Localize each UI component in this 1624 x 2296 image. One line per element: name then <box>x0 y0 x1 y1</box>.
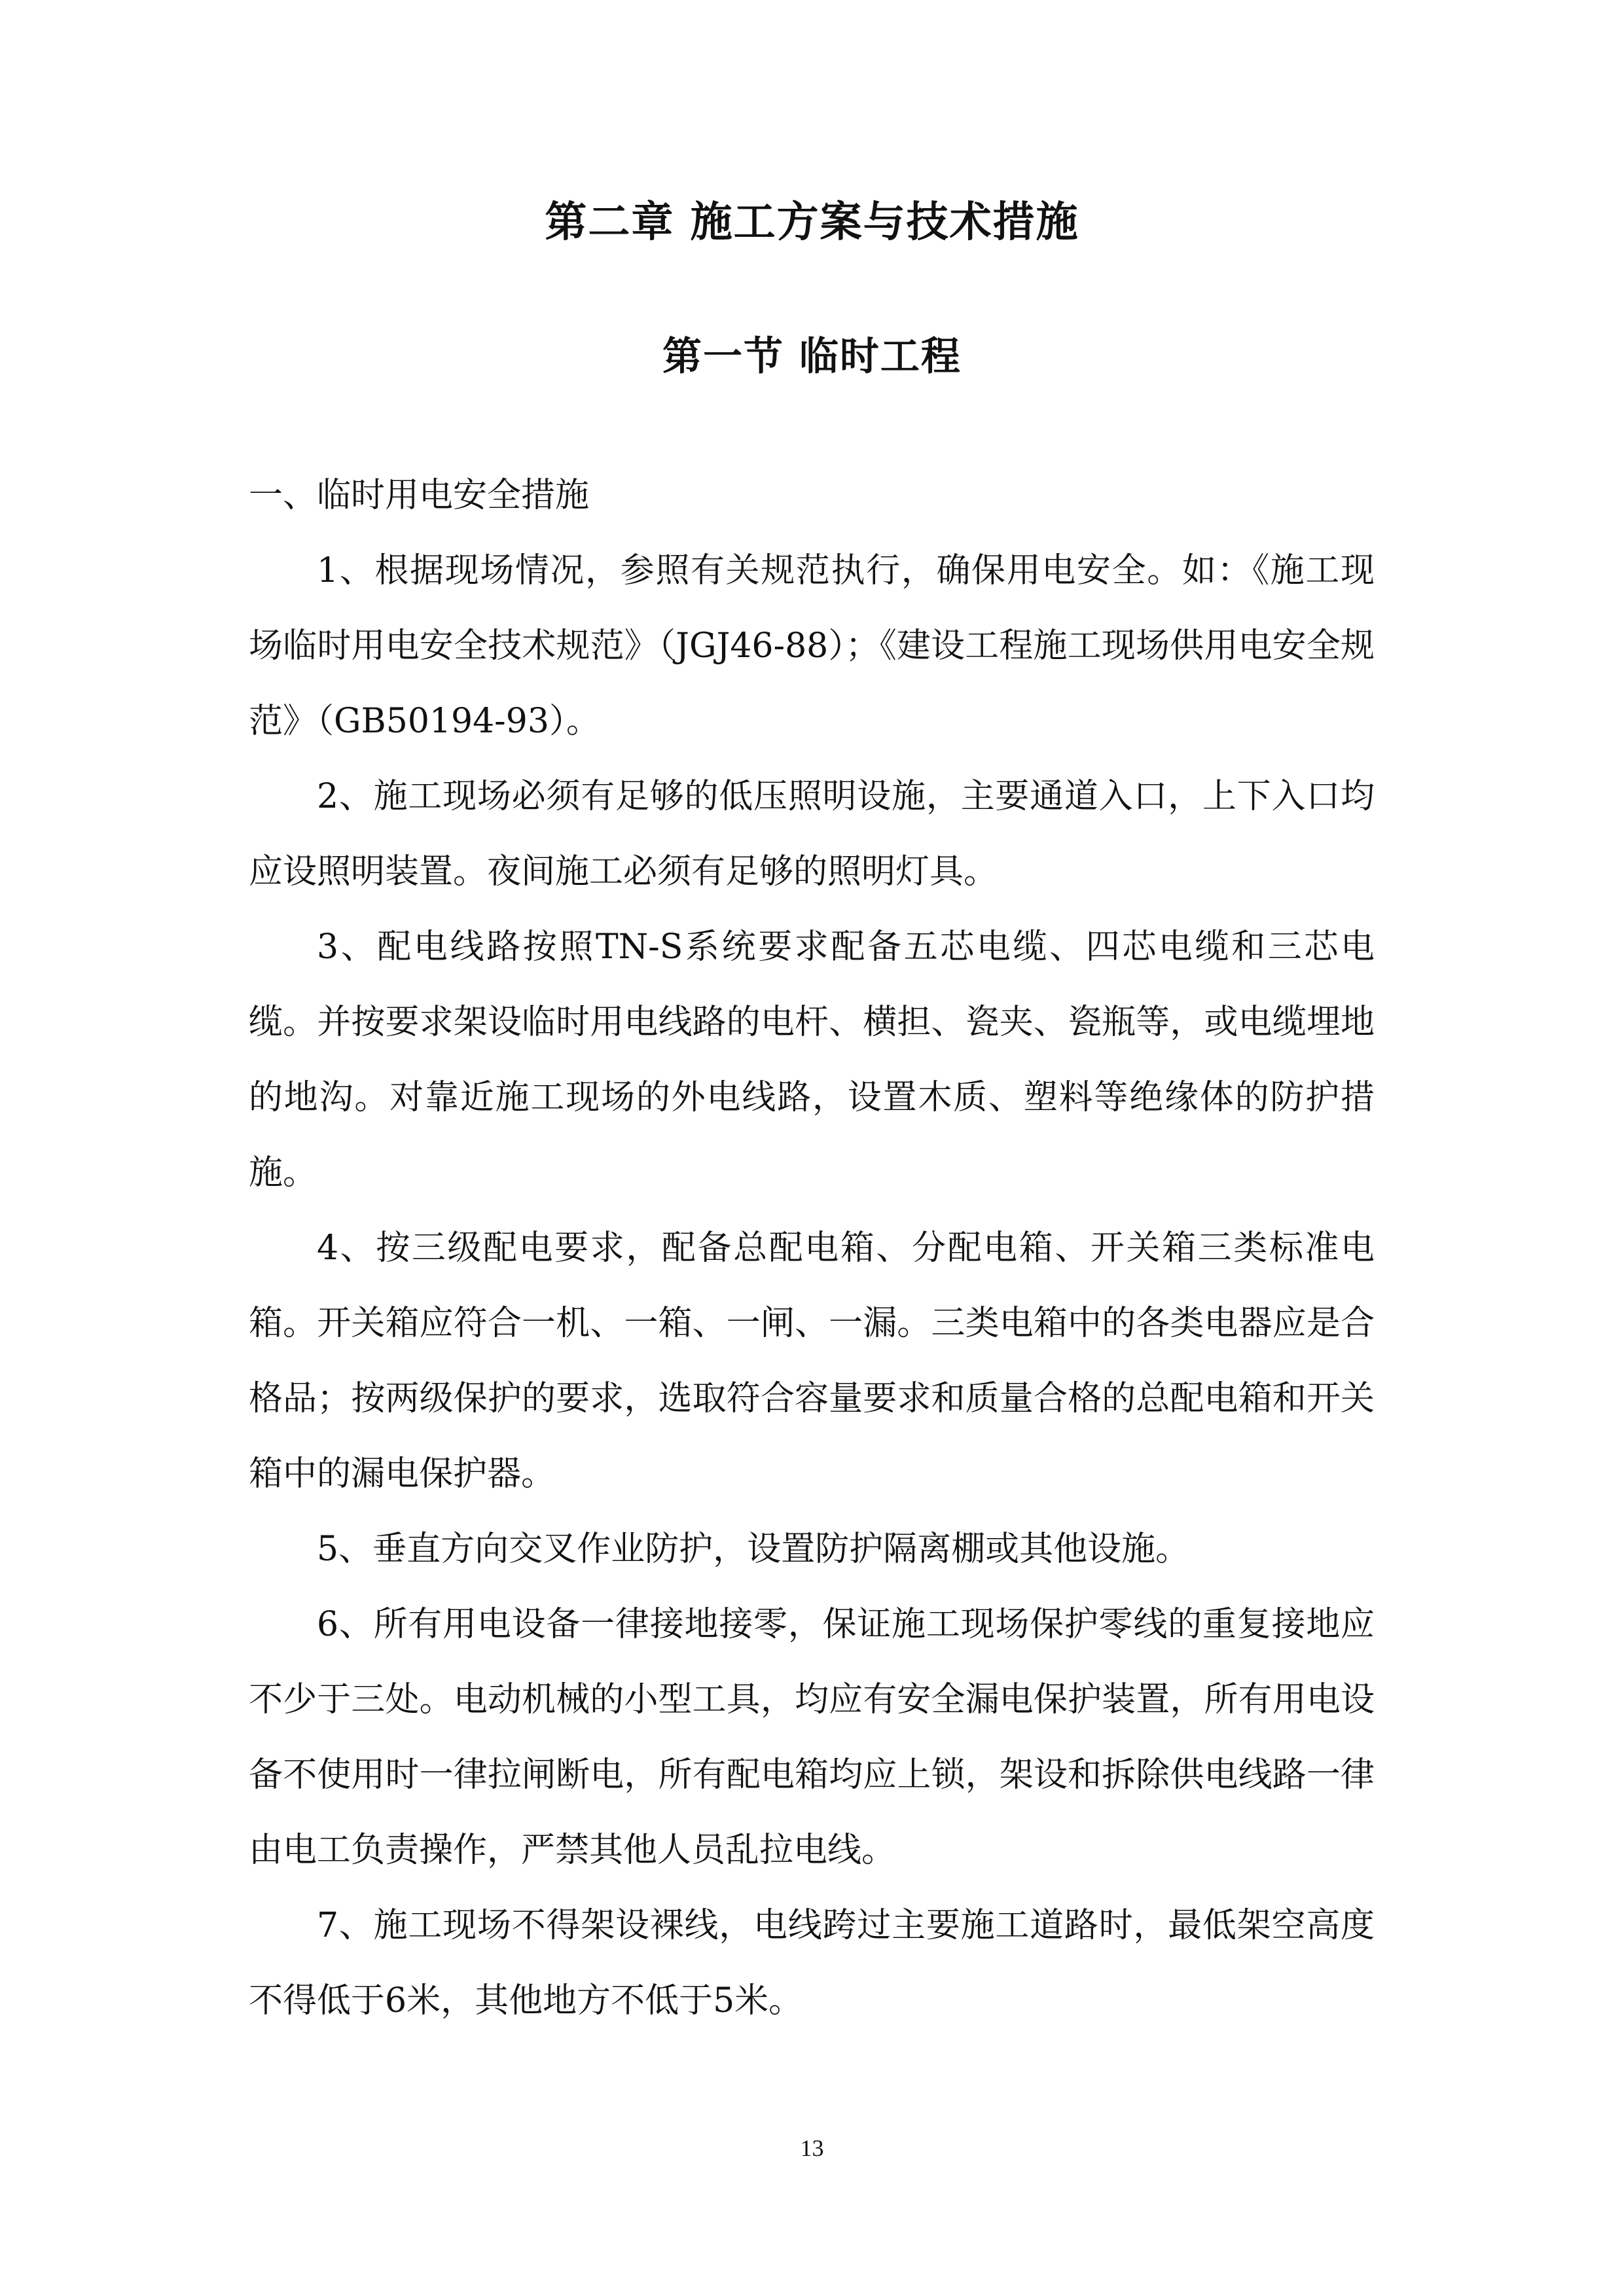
chapter-title: 第二章 施工方案与技术措施 <box>545 198 1079 247</box>
paragraph-1: 1、根据现场情况，参照有关规范执行，确保用电安全。如：《施工现场临时用电安全技术规范》（JGJ46-88）；《建设工程施工现场供用电安全规范》（GB50194-93）。 <box>249 551 1375 741</box>
subheading: 一、临时用电安全措施 <box>249 476 590 515</box>
paragraph-2: 2、施工现场必须有足够的低压照明设施，主要通道入口，上下入口均应设照明装置。夜间施工必须有足够的照明灯具。 <box>249 777 1375 891</box>
body-text <box>249 458 1375 2039</box>
paragraph-4: 4、按三级配电要求，配备总配电箱、分配电箱、开关箱三类标准电箱。开关箱应符合一机、一箱、一闸、一漏。三类电箱中的各类电器应是合格品；按两级保护的要求，选取符合容量要求和质量合格的总配电箱和开关箱中的漏电保护器。 <box>249 1229 1375 1494</box>
paragraph-6: 6、所有用电设备一律接地接零，保证施工现场保护零线的重复接地应不少于三处。电动机械的小型工具，均应有安全漏电保护装置，所有用电设备不使用时一律拉闸断电，所有配电箱均应上锁，架设和拆除供电线路一律由电工负责操作，严禁其他人员乱拉电线。 <box>249 1605 1375 1870</box>
paragraph-5: 5、垂直方向交叉作业防护，设置防护隔离棚或其他设施。 <box>317 1530 1190 1569</box>
paragraph-7: 7、施工现场不得架设裸线，电线跨过主要施工道路时，最低架空高度不得低于6米，其他地方不低于5米。 <box>249 1906 1375 2020</box>
page-number: 13 <box>800 2135 824 2161</box>
section-title: 第一节 临时工程 <box>662 334 962 380</box>
paragraph-3: 3、配电线路按照TN-S系统要求配备五芯电缆、四芯电缆和三芯电缆。并按要求架设临时用电线路的电杆、横担、瓷夹、瓷瓶等，或电缆埋地的地沟。对靠近施工现场的外电线路，设置木质、塑料等绝缘体的防护措施。 <box>249 927 1375 1193</box>
